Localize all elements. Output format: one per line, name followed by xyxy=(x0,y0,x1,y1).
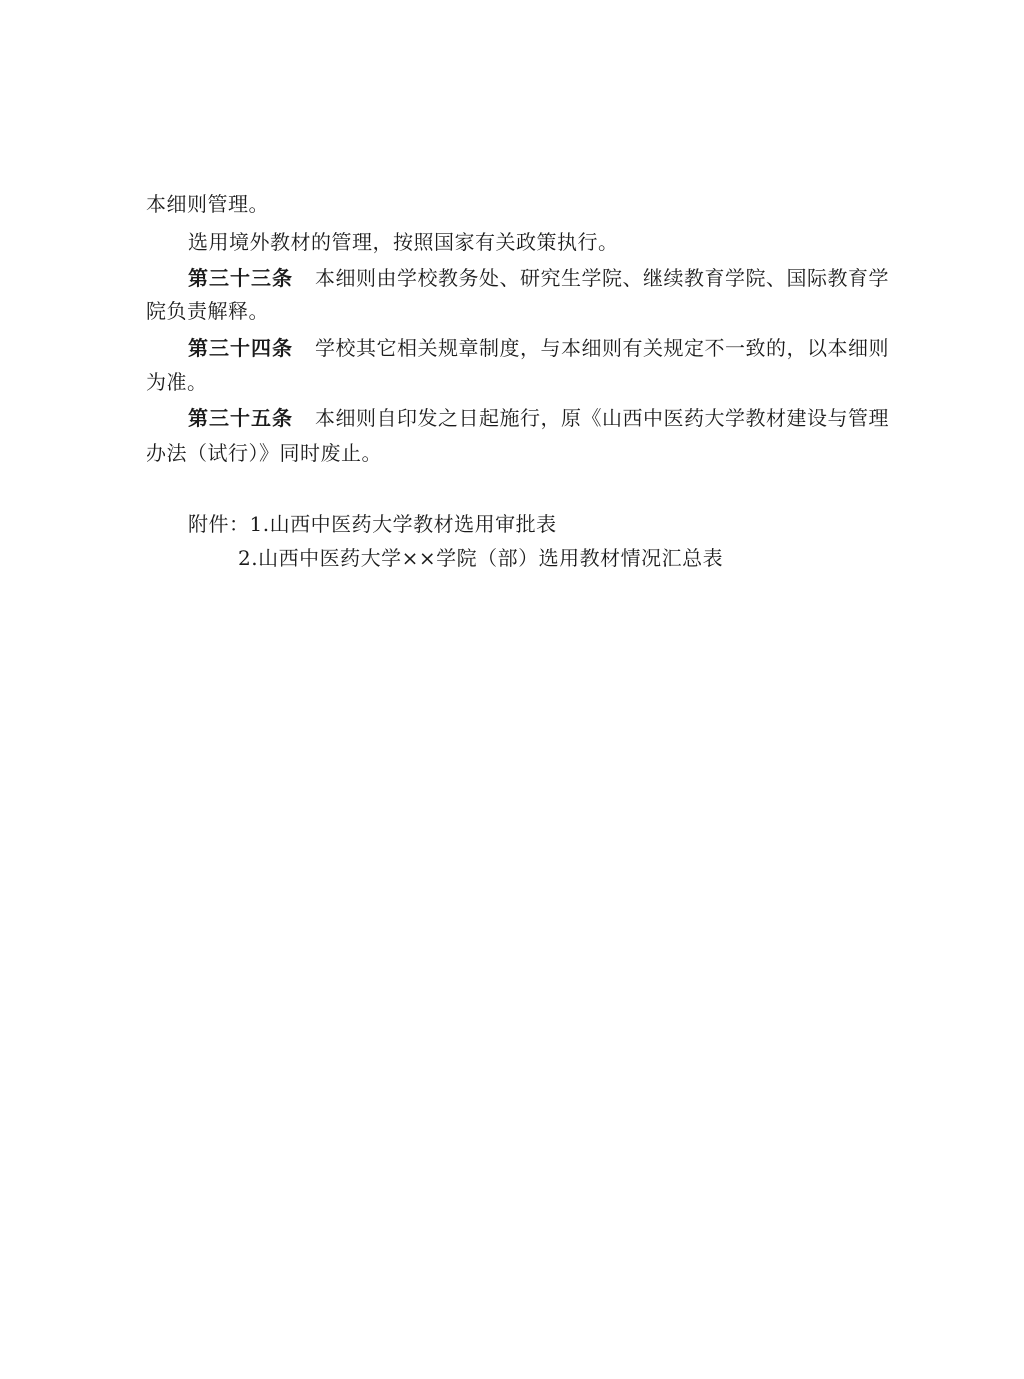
article-number: 第三十五条 xyxy=(188,406,293,430)
article-text: 本细则由学校教务处、研究生学院、继续教育学院、国际教育学 xyxy=(315,266,889,290)
article-number: 第三十四条 xyxy=(188,336,293,360)
attachment-line xyxy=(188,510,928,538)
paragraph-line: 本细则管理。 xyxy=(146,192,269,216)
article-35 xyxy=(188,404,928,432)
paragraph-line: 为准。 xyxy=(146,370,208,394)
article-text: 学校其它相关规章制度，与本细则有关规定不一致的，以本细则 xyxy=(315,336,889,360)
article-number: 第三十三条 xyxy=(188,266,293,290)
article-text: 本细则自印发之日起施行，原《山西中医药大学教材建设与管理 xyxy=(315,406,889,430)
paragraph-line: 办法（试行）》同时废止。 xyxy=(146,441,382,465)
attachment-label: 附件： xyxy=(188,512,250,536)
paragraph-line: 院负责解释。 xyxy=(146,299,269,323)
article-34 xyxy=(188,334,928,362)
attachment-item: 1.山西中医药大学教材选用审批表 xyxy=(249,512,557,536)
article-33 xyxy=(188,264,928,292)
paragraph-line: 选用境外教材的管理，按照国家有关政策执行。 xyxy=(188,230,619,254)
attachment-item: 2.山西中医药大学××学院（部）选用教材情况汇总表 xyxy=(238,546,724,570)
